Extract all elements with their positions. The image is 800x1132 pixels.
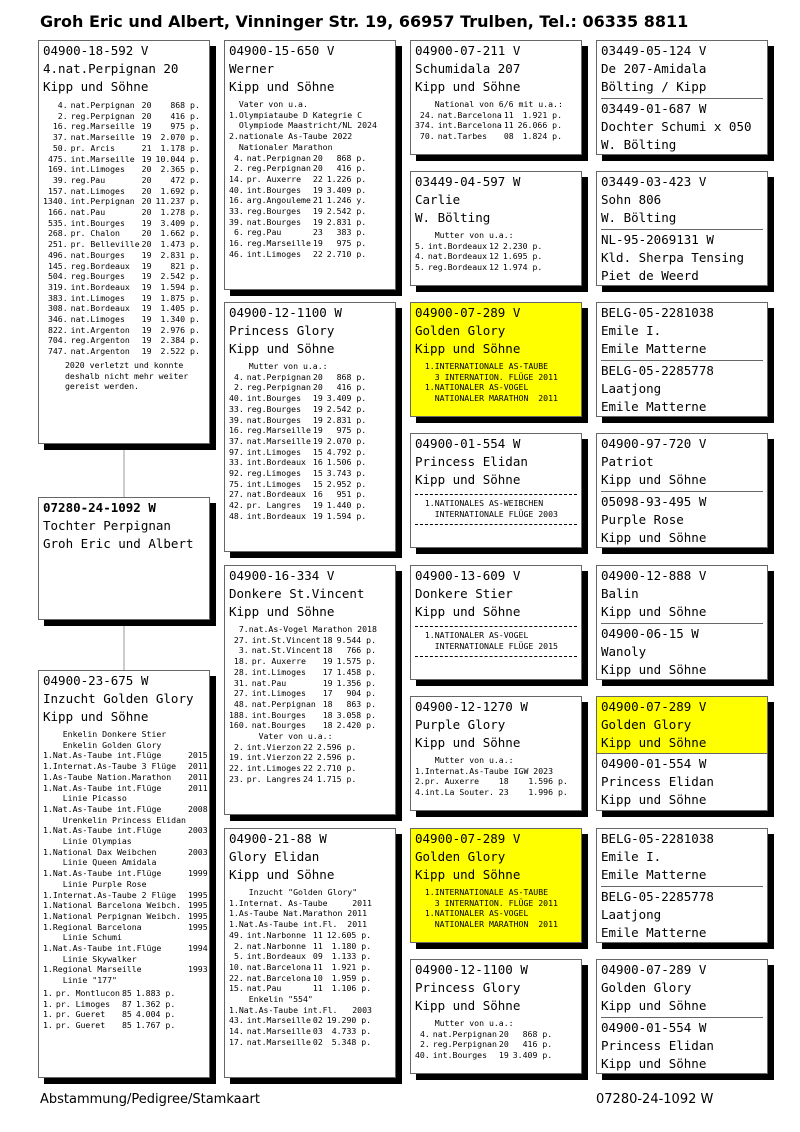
result-row: 24. nat.Barcelona 11 1.921 p. xyxy=(419,109,563,120)
result-row: 40. int.Bourges 19 3.409 p. xyxy=(415,1050,553,1061)
ring-number: 04900-12-1100 W xyxy=(229,305,342,320)
results-table xyxy=(415,1029,552,1061)
pigeon-name: Princess Elidan xyxy=(415,454,528,469)
pedigree-sddd xyxy=(601,491,763,547)
breeder: Groh Eric und Albert xyxy=(43,536,194,551)
result-row: 4. nat.Perpignan 20 868 p. xyxy=(233,152,367,163)
result-row: 157. nat.Limoges 20 1.692 p. xyxy=(47,185,200,196)
result-row: 2. nat.Narbonne 11 1.180 p. xyxy=(233,940,372,951)
achievement-note: 7.nat.As-Vogel Marathon 2018 xyxy=(229,624,377,634)
result-row: 2. int.Vierzon 22 2.596 p. xyxy=(233,741,357,752)
result-row: 48. nat.Perpignan 18 863 p. xyxy=(233,698,377,709)
result-row: 31. nat.Pau 19 1.356 p. xyxy=(233,677,377,688)
pigeon-name: Sohn 806 xyxy=(601,192,662,207)
pigeon-name: Inzucht Golden Glory xyxy=(43,691,194,706)
result-row: 16. reg.Marseille 19 975 p. xyxy=(52,121,200,132)
pigeon-name: Donkere Stier xyxy=(415,586,513,601)
divider xyxy=(415,656,577,657)
result-row: 4. nat.Perpignan 20 868 p. xyxy=(233,371,367,382)
result-row: 1. pr. Limoges 87 1.362 p. xyxy=(43,998,176,1009)
results-table xyxy=(229,930,371,994)
result-row: 704. reg.Argenton 19 2.384 p. xyxy=(47,335,200,346)
ring-number: 04900-16-334 V xyxy=(229,568,335,583)
pigeon-name: Carlie xyxy=(415,192,461,207)
achievement-row: 1.Nat.As-Taube int.Flüge 2011 xyxy=(43,782,208,793)
result-row: 496. nat.Bourges 19 2.831 p. xyxy=(47,249,200,260)
pigeon-name: De 207-Amidala xyxy=(601,61,707,76)
result-row: 16. reg.Marseille 19 975 p. xyxy=(229,238,367,249)
pedigree-dsd xyxy=(410,696,582,811)
pedigree-dd xyxy=(224,828,396,1078)
achievement-row: Linie Schumi xyxy=(43,932,122,943)
breeder: Emile Matterne xyxy=(601,867,707,882)
result-row: 268. pr. Chalon 20 1.662 p. xyxy=(47,228,200,239)
breeder: Bölting / Kipp xyxy=(601,79,707,94)
pigeon-name: Golden Glory xyxy=(601,717,692,732)
result-row: 251. pr. Belleville 20 1.473 p. xyxy=(47,239,200,250)
breeder: Kipp und Söhne xyxy=(601,735,707,750)
results-table xyxy=(415,110,562,142)
result-row: 16. arg.Angouleme 21 1.246 y. xyxy=(229,195,367,206)
pigeon-name: Purple Rose xyxy=(601,512,684,527)
result-row: 97. int.Limoges 15 4.792 p. xyxy=(229,446,367,457)
result-row: 308. nat.Bordeaux 19 1.405 p. xyxy=(47,303,200,314)
result-row: 18. pr. Auxerre 19 1.575 p. xyxy=(233,656,377,667)
breeder: Kipp und Söhne xyxy=(415,472,521,487)
offspring-note: Mutter von u.a.: xyxy=(415,755,514,765)
achievement-lines: 1.Internat. As-Taube 2011 1.As-Taube Nat.Marathon 2011 1.Nat.As-Taube int.Fl. 2011 xyxy=(229,897,372,930)
offspring-results-table xyxy=(229,742,356,785)
offspring-note: Vater von u.a.: xyxy=(229,731,333,742)
ring-number: 04900-12-1270 W xyxy=(415,699,528,714)
offspring-note: Mutter von u.a.: xyxy=(415,1018,514,1028)
result-row: 5. int.Bordeaux 12 2.230 p. xyxy=(415,240,543,251)
pedigree-dsds xyxy=(597,697,767,753)
pedigree-dddd xyxy=(601,1017,763,1073)
breeder: W. Bölting xyxy=(601,137,677,152)
breeder: Kipp und Söhne xyxy=(43,709,149,724)
results-table xyxy=(229,153,366,260)
breeder: W. Bölting xyxy=(601,210,677,225)
result-row: 747. nat.Argenton 19 2.522 p. xyxy=(47,346,200,357)
pedigree-dsdd xyxy=(597,753,767,810)
result-row: 4. nat.Perpignan 20 868 p. xyxy=(419,1028,553,1039)
results-table xyxy=(43,988,175,1031)
pigeon-name: Dochter Schumi x 050 xyxy=(601,119,752,134)
pigeon-name: Emile I. xyxy=(601,849,662,864)
footer-ring-number: 07280-24-1092 W xyxy=(596,1092,714,1107)
granddaughter-note: Enkelin "554" xyxy=(229,994,313,1005)
pigeon-name: Wanoly xyxy=(601,644,647,659)
result-row: 3. nat.St.Vincent 18 766 p. xyxy=(238,645,377,656)
pedigree-ss xyxy=(224,40,396,290)
achievement-row: Urenkelin Princess Elidan xyxy=(43,814,186,825)
ring-number: 04900-01-554 W xyxy=(415,436,521,451)
ring-number: 04900-21-88 W xyxy=(229,831,327,846)
results-table xyxy=(415,241,542,273)
result-row: 40. int.Bourges 19 3.409 p. xyxy=(229,393,367,404)
achievement-row: 1.National Dax Weibchen 2003 xyxy=(43,846,208,857)
ring-number: 04900-01-554 W xyxy=(601,1020,707,1035)
inbreeding-note: Inzucht "Golden Glory" xyxy=(229,887,358,897)
divider xyxy=(415,494,577,495)
result-row: 188. int.Bourges 18 3.058 p. xyxy=(229,709,377,720)
results-table xyxy=(229,372,366,522)
pigeon-name: Balin xyxy=(601,586,639,601)
divider xyxy=(415,626,577,627)
result-row: 48. int.Bordeaux 19 1.594 p. xyxy=(229,510,367,521)
result-row: 475. int.Marseille 19 10.044 p. xyxy=(47,153,200,164)
pigeon-name: Laatjong xyxy=(601,907,662,922)
pedigree-sss xyxy=(410,40,582,155)
achievement-row: Linie Picasso xyxy=(43,793,127,804)
ring-number: 04900-07-289 V xyxy=(601,699,707,714)
achievement-row: Enkelin Golden Glory xyxy=(43,739,162,750)
achievement-row: 1.As-Taube Nation.Marathon 2011 xyxy=(43,771,208,782)
result-row: 1340. int.Perpignan 20 11.237 p. xyxy=(43,196,200,207)
breeder: Kipp und Söhne xyxy=(229,867,335,882)
result-row: 169. int.Limoges 20 2.365 p. xyxy=(47,164,200,175)
pedigree-sd xyxy=(224,302,396,552)
result-row: 92. reg.Limoges 15 3.743 p. xyxy=(229,468,367,479)
result-row: 27. int.St.Vincent 18 9.544 p. xyxy=(233,634,377,645)
pedigree-ssdd xyxy=(601,229,763,285)
pedigree-sds xyxy=(410,302,582,417)
ring-number: 03449-01-687 W xyxy=(601,101,707,116)
result-row: 383. int.Limoges 19 1.875 p. xyxy=(47,292,200,303)
achievement-row: 1.National Perpignan Weibch. 1995 xyxy=(43,910,208,921)
pigeon-name: Purple Glory xyxy=(415,717,506,732)
breeder: Kipp und Söhne xyxy=(229,341,335,356)
breeder: Emile Matterne xyxy=(601,341,707,356)
page-header: Groh Eric und Albert, Vinninger Str. 19, 66957 Trulben, Tel.: 06335 8811 xyxy=(40,12,689,31)
result-row: 39. reg.Pau 20 472 p. xyxy=(52,174,200,185)
result-row: 504. reg.Bourges 19 2.542 p. xyxy=(47,271,200,282)
result-row: 37. nat.Marseille 19 2.070 p. xyxy=(52,132,200,143)
footer-title: Abstammung/Pedigree/Stamkaart xyxy=(40,1092,260,1107)
ring-number: 04900-23-675 W xyxy=(43,673,149,688)
result-row: 2. reg.Perpignan 20 416 p. xyxy=(233,163,367,174)
ring-number: 04900-07-289 V xyxy=(415,305,521,320)
achievement-note: 1.NATIONALER AS-VOGEL INTERNATIONALE FLÜGE 2015 xyxy=(424,630,558,651)
ring-number: BELG-05-2281038 xyxy=(601,305,714,320)
result-row: 15. nat.Pau 11 1.106 p. xyxy=(229,983,372,994)
pigeon-name: Golden Glory xyxy=(601,980,692,995)
breeder: W. Bölting xyxy=(415,210,491,225)
result-row: 43. int.Marseille 02 19.290 p. xyxy=(229,1015,372,1026)
pigeon-name: Princess Glory xyxy=(229,323,335,338)
pedigree-ddd xyxy=(410,959,582,1074)
pedigree-sdd xyxy=(410,433,582,548)
pigeon-name: Glory Elidan xyxy=(229,849,320,864)
result-row: 27. int.Limoges 17 904 p. xyxy=(233,688,377,699)
pigeon-name: Laatjong xyxy=(601,381,662,396)
result-row: 2. reg.Perpignan 20 416 p. xyxy=(233,382,367,393)
result-row: 14. nat.Marseille 03 4.733 p. xyxy=(229,1026,372,1037)
result-row: 27. nat.Bordeaux 16 951 p. xyxy=(229,489,367,500)
ring-number: 04900-13-609 V xyxy=(415,568,521,583)
result-row: 33. int.Bordeaux 16 1.506 p. xyxy=(229,457,367,468)
breeder: Kipp und Söhne xyxy=(601,662,707,677)
breeder: Kipp und Söhne xyxy=(601,998,707,1013)
result-row: 4. nat.Bordeaux 12 1.695 p. xyxy=(415,251,543,262)
offspring-note: Mutter von u.a.: xyxy=(415,230,514,240)
pedigree-sire xyxy=(38,40,210,444)
breeder: Kipp und Söhne xyxy=(229,79,335,94)
result-row: 50. pr. Arcis 21 1.178 p. xyxy=(52,142,200,153)
pedigree-sdsd xyxy=(601,360,763,416)
result-row: 2. reg.Perpignan 20 416 p. xyxy=(57,110,200,121)
pigeon-name: 4.nat.Perpignan 20 xyxy=(43,61,179,76)
pigeon-name: Golden Glory xyxy=(415,849,506,864)
pedigree-dds xyxy=(410,828,582,943)
result-row: 40. int.Bourges 19 3.409 p. xyxy=(229,184,367,195)
achievement-row: 1.Internat.As-Taube 3 Flüge 2011 xyxy=(43,761,208,772)
pigeon-name: Tochter Perpignan xyxy=(43,518,171,533)
result-row: 33. reg.Bourges 19 2.542 p. xyxy=(229,206,367,217)
pedigree-sssd xyxy=(601,98,763,154)
pigeon-name: Princess Glory xyxy=(415,980,521,995)
ring-number: 07280-24-1092 W xyxy=(43,500,156,515)
pigeon-name: Donkere St.Vincent xyxy=(229,586,365,601)
result-row: 2. reg.Perpignan 20 416 p. xyxy=(419,1039,553,1050)
pedigree-ddsd xyxy=(601,886,763,942)
achievement-row: Linie Olympias xyxy=(43,836,132,847)
achievement-note: 1.INTERNATIONALE AS-TAUBE 3 INTERNATION. FLÜGE 2011 1.NATIONALER AS-VOGEL NATIONALER MARATHON 2011 xyxy=(424,361,558,404)
achievements-table xyxy=(43,729,208,986)
result-row: 145. reg.Bordeaux 19 821 p. xyxy=(47,260,200,271)
breeder: Piet de Weerd xyxy=(601,268,699,283)
breeder: Kipp und Söhne xyxy=(601,1056,707,1071)
breeder: Kipp und Söhne xyxy=(601,472,707,487)
result-row: 42. pr. Langres 19 1.440 p. xyxy=(229,500,367,511)
result-row: 1. pr. Montlucon 85 1.883 p. xyxy=(43,987,176,998)
achievement-row: 1.Regional Marseille 1993 xyxy=(43,964,208,975)
breeder: Kipp und Söhne xyxy=(601,792,707,807)
pedigree-dss xyxy=(410,565,582,680)
result-row: 535. int.Bourges 19 3.409 p. xyxy=(47,217,200,228)
ring-number: BELG-05-2285778 xyxy=(601,363,714,378)
achievement-row: Linie Purple Rose xyxy=(43,878,147,889)
result-row: 14. pr. Auxerre 22 1.226 p. xyxy=(229,173,367,184)
pedigree-dssd xyxy=(601,623,763,679)
result-row: 5. int.Bordeaux 09 1.133 p. xyxy=(233,951,372,962)
achievement-note: 1.INTERNATIONALE AS-TAUBE 3 INTERNATION. FLÜGE 2011 1.NATIONALER AS-VOGEL NATIONALER MARATHON 2011 xyxy=(424,887,558,930)
pedigree-ds xyxy=(224,565,396,815)
ring-number: 04900-18-592 V xyxy=(43,43,149,58)
pedigree-ss-pair xyxy=(596,40,768,155)
ring-number: 04900-15-650 V xyxy=(229,43,335,58)
result-row: 1. pr. Gueret 85 4.004 p. xyxy=(43,1009,176,1020)
achievement-row: 1.Nat.As-Taube int.Flüge 2015 xyxy=(43,750,208,761)
results-table-2 xyxy=(229,1015,371,1047)
ring-number: 04900-07-289 V xyxy=(415,831,521,846)
result-row: 28. int.Limoges 17 1.458 p. xyxy=(233,666,377,677)
pedigree-sds-pair xyxy=(596,302,768,417)
result-row: 166. nat.Pau 20 1.278 p. xyxy=(47,207,200,218)
achievement-row: 1.Nat.As-Taube int.Flüge 1994 xyxy=(43,943,208,954)
pigeon-name: Princess Elidan xyxy=(601,1038,714,1053)
result-row: 6. reg.Pau 23 383 p. xyxy=(233,227,367,238)
achievement-note: National von 6/6 mit u.a.: xyxy=(415,99,563,109)
results-table xyxy=(43,100,200,357)
result-row: 374. int.Barcelona 11 26.066 p. xyxy=(415,120,563,131)
offspring-results: 1.Internat.As-Taube IGW 2023 2.pr. Auxerre 18 1.596 p. 4.int.La Souter. 23 1.996 p. xyxy=(415,765,568,798)
pedigree-sdd-pair xyxy=(596,433,768,548)
result-row: 39. nat.Bourges 19 2.831 p. xyxy=(229,216,367,227)
pigeon-name: Patriot xyxy=(601,454,654,469)
achievement-row: Linie "177" xyxy=(43,975,117,986)
ring-number: 03449-03-423 V xyxy=(601,174,707,189)
breeder: Kipp und Söhne xyxy=(43,79,149,94)
pigeon-name: Princess Elidan xyxy=(601,774,714,789)
pedigree-dss-pair xyxy=(596,565,768,680)
result-row: 39. nat.Bourges 19 2.831 p. xyxy=(229,414,367,425)
result-row: 5. reg.Bordeaux 12 1.974 p. xyxy=(415,262,543,273)
pedigree-ddd-pair xyxy=(596,959,768,1074)
result-row: 346. nat.Limoges 19 1.340 p. xyxy=(47,314,200,325)
pedigree-dsd-pair xyxy=(596,696,768,811)
breeder: Kipp und Söhne xyxy=(601,530,707,545)
result-row: 37. nat.Marseille 19 2.070 p. xyxy=(229,435,367,446)
pigeon-name: Golden Glory xyxy=(415,323,506,338)
result-row: 319. int.Bordeaux 19 1.594 p. xyxy=(47,281,200,292)
offspring-note: Vater von u.a. 1.Olympiataube D Kategrie C Olympiode Maastricht/NL 2024 2.nationale As-Taube 2022 Nationaler Marathon xyxy=(229,99,377,152)
breeder: Kipp und Söhne xyxy=(415,79,521,94)
result-row: 22. int.Limoges 22 2.710 p. xyxy=(229,763,357,774)
divider xyxy=(415,524,577,525)
breeder: Kipp und Söhne xyxy=(415,867,521,882)
note: 2020 verletzt und konnte deshalb nicht mehr weiter gereist werden. xyxy=(65,359,189,392)
result-row: 10. nat.Barcelona 11 1.921 p. xyxy=(229,961,372,972)
achievement-row: 1.Internat.As-Taube 2 Flüge 1995 xyxy=(43,889,208,900)
achievement-row: Enkelin Donkere Stier xyxy=(43,729,167,739)
achievement-row: 1.Nat.As-Taube int.Flüge 1999 xyxy=(43,868,208,879)
results-table xyxy=(229,635,376,731)
result-row: 70. nat.Tarbes 08 1.824 p. xyxy=(419,131,563,142)
breeder: Emile Matterne xyxy=(601,399,707,414)
pedigree-ssd xyxy=(410,171,582,286)
achievement-row: 1.Nat.As-Taube int.Flüge 2008 xyxy=(43,803,208,814)
pedigree-subject xyxy=(38,497,210,620)
ring-number: 03449-04-597 W xyxy=(415,174,521,189)
pigeon-name: Schumidala 207 xyxy=(415,61,521,76)
breeder: Kipp und Söhne xyxy=(415,604,521,619)
ring-number: 04900-06-15 W xyxy=(601,626,699,641)
breeder: Emile Matterne xyxy=(601,925,707,940)
breeder: Kipp und Söhne xyxy=(601,604,707,619)
pigeon-name: Kld. Sherpa Tensing xyxy=(601,250,744,265)
pedigree-dam xyxy=(38,670,210,1078)
result-row: 33. reg.Bourges 19 2.542 p. xyxy=(229,403,367,414)
pigeon-name: Werner xyxy=(229,61,275,76)
result-row: 19. int.Vierzon 22 2.596 p. xyxy=(229,752,357,763)
offspring-note: Mutter von u.a.: xyxy=(229,361,328,371)
achievement-note: 1.NATIONALES AS-WEIBCHEN INTERNATIONALE FLÜGE 2003 xyxy=(424,498,558,519)
breeder: Kipp und Söhne xyxy=(229,604,335,619)
achievement-lines-2: 1.Nat.As-Taube int.Fl. 2003 xyxy=(229,1004,372,1015)
result-row: 49. int.Narbonne 11 12.605 p. xyxy=(229,929,372,940)
ring-number: 04900-12-1100 W xyxy=(415,962,528,977)
result-row: 4. nat.Perpignan 20 868 p. xyxy=(57,100,200,110)
result-row: 22. nat.Barcelona 10 1.959 p. xyxy=(229,972,372,983)
achievement-row: 1.National Barcelona Weibch. 1995 xyxy=(43,900,208,911)
result-row: 17. nat.Marseille 02 5.348 p. xyxy=(229,1036,372,1047)
result-row: 160. nat.Bourges 18 2.420 p. xyxy=(229,720,377,731)
result-row: 16. reg.Marseille 19 975 p. xyxy=(229,425,367,436)
ring-number: 04900-01-554 W xyxy=(601,756,707,771)
ring-number: 05098-93-495 W xyxy=(601,494,707,509)
result-row: 822. int.Argenton 19 2.976 p. xyxy=(47,324,200,335)
pedigree-dds-pair xyxy=(596,828,768,943)
result-row: 46. int.Limoges 22 2.710 p. xyxy=(229,248,367,259)
ring-number: 04900-97-720 V xyxy=(601,436,707,451)
result-row: 75. int.Limoges 15 2.952 p. xyxy=(229,478,367,489)
breeder: Kipp und Söhne xyxy=(415,341,521,356)
achievement-row: 1.Regional Barcelona 1995 xyxy=(43,921,208,932)
pedigree-sd-pair xyxy=(596,171,768,286)
breeder: Kipp und Söhne xyxy=(415,735,521,750)
pigeon-name: Emile I. xyxy=(601,323,662,338)
ring-number: 03449-05-124 V xyxy=(601,43,707,58)
breeder: Kipp und Söhne xyxy=(415,998,521,1013)
ring-number: BELG-05-2285778 xyxy=(601,889,714,904)
ring-number: 04900-07-289 V xyxy=(601,962,707,977)
ring-number: 04900-07-211 V xyxy=(415,43,521,58)
achievement-row: 1.Nat.As-Taube int.Flüge 2003 xyxy=(43,825,208,836)
achievement-row: Linie Queen Amidala xyxy=(43,857,157,868)
result-row: 1. pr. Gueret 85 1.767 p. xyxy=(43,1019,176,1030)
ring-number: NL-95-2069131 W xyxy=(601,232,714,247)
ring-number: 04900-12-888 V xyxy=(601,568,707,583)
achievement-row: Linie Skywalker xyxy=(43,953,137,964)
result-row: 23. pr. Langres 24 1.715 p. xyxy=(229,773,357,784)
ring-number: BELG-05-2281038 xyxy=(601,831,714,846)
